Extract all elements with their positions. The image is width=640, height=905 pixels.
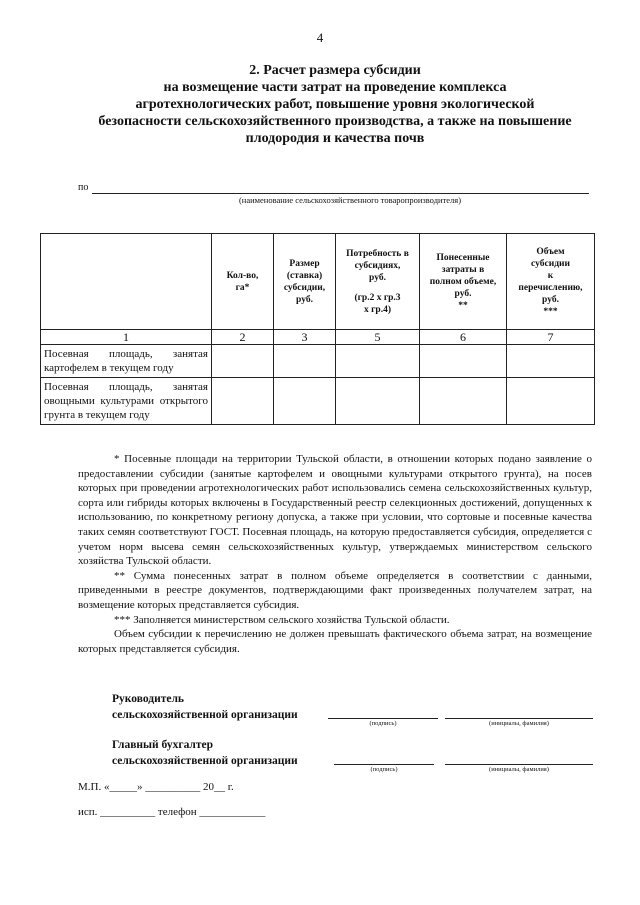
- footnote-4: Объем субсидии к перечислению не должен превышать фактического объема затрат, на возмещение которых представляется субсидия.: [78, 628, 592, 655]
- header-empty: [41, 234, 212, 330]
- cell-input[interactable]: [336, 378, 420, 425]
- col-number: 3: [274, 330, 336, 345]
- cell-input[interactable]: [336, 345, 420, 378]
- stamp-date-line[interactable]: М.П. «_____» __________ 20__ г.: [78, 781, 234, 793]
- col-number: 6: [420, 330, 507, 345]
- title-line: агротехнологических работ, повышение уровня экологической: [135, 97, 535, 112]
- section-title: [60, 62, 610, 147]
- header-costs: Понесенные затраты в полном объеме, руб. **: [420, 234, 507, 330]
- producer-label: по: [78, 182, 89, 193]
- table-row: [41, 345, 595, 378]
- title-line: на возмещение части затрат на проведение комплекса: [163, 80, 507, 95]
- col-number: 7: [507, 330, 595, 345]
- header-need: Потребность в субсидиях, руб. (гр.2 х гр.3 х гр.4): [336, 234, 420, 330]
- cell-input[interactable]: [212, 378, 274, 425]
- head-name-line[interactable]: [445, 718, 593, 719]
- title-line: 2. Расчет размера субсидии: [249, 63, 421, 78]
- head-title: Руководитель сельскохозяйственной организации: [112, 693, 298, 721]
- producer-caption: (наименование сельскохозяйственного товаропроизводителя): [238, 195, 462, 205]
- cell-input[interactable]: [420, 378, 507, 425]
- cell-input[interactable]: [274, 378, 336, 425]
- footnote-3: *** Заполняется министерством сельского хозяйства Тульской области.: [114, 613, 450, 626]
- page-number: 4: [316, 30, 324, 45]
- table-number-row: [41, 330, 595, 345]
- cell-input[interactable]: [507, 345, 595, 378]
- row-label-potato: Посевная площадь, занятая картофелем в текущем году: [41, 345, 212, 378]
- footnote-1: * Посевные площади на территории Тульской области, в отношении которых подано заявление о предоставлении субсидии (занятые картофелем и овощными культурами открытого грунта), на посев которых при проведении агротехнологических работ использовались семена сельскохозяйственных культур, сорта или гибриды которых включены в Государственный реестр селекционных достижений, допущенных к использованию, по конкретному региону допуска, а также при условии, что сортовые и посевные качества таких семян соответствуют ГОСТ. Посевная площадь, на которую предоставляется субсидия, определяется с учетом норм высева семян сельскохозяйственных культур, утверждаемых министерством сельского хозяйства Тульской области.: [78, 453, 592, 568]
- head-signature-caption: (подпись): [369, 720, 397, 727]
- footnote-2: ** Сумма понесенных затрат в полном объеме определяется в соответствии с данными, приведенными в реестре документов, подтверждающими факт произведенных получателем затрат, на возмещение которых представляется субсидия.: [78, 569, 592, 611]
- footnotes: [78, 452, 592, 656]
- header-area: Кол-во, га*: [212, 234, 274, 330]
- cell-input[interactable]: [420, 345, 507, 378]
- col-number: 2: [212, 330, 274, 345]
- header-rate: Размер (ставка) субсидии, руб.: [274, 234, 336, 330]
- subsidy-table: [40, 233, 595, 425]
- title-line: безопасности сельскохозяйственного производства, а также на повышение: [98, 114, 572, 129]
- row-label-vegetables: Посевная площадь, занятая овощными культурами открытого грунта в текущем году: [41, 378, 212, 425]
- table-row: [41, 378, 595, 425]
- head-signature-line[interactable]: [328, 718, 438, 719]
- accountant-name-caption: (инициалы, фамилия): [489, 766, 549, 773]
- accountant-name-line[interactable]: [445, 764, 593, 765]
- col-number: 1: [41, 330, 212, 345]
- accountant-signature-caption: (подпись): [370, 766, 398, 773]
- header-transfer: Объем субсидии к перечислению, руб. ***: [507, 234, 595, 330]
- table-header-row: [41, 234, 595, 330]
- col-number: 5: [336, 330, 420, 345]
- cell-input[interactable]: [274, 345, 336, 378]
- head-name-caption: (инициалы, фамилия): [489, 720, 549, 727]
- title-line: плодородия и качества почв: [245, 131, 425, 146]
- accountant-signature-line[interactable]: [334, 764, 434, 765]
- producer-name-line[interactable]: [92, 193, 589, 194]
- cell-input[interactable]: [507, 378, 595, 425]
- accountant-title: Главный бухгалтер сельскохозяйственной организации: [112, 739, 298, 767]
- cell-input[interactable]: [212, 345, 274, 378]
- executor-phone-line[interactable]: исп. __________ телефон ____________: [78, 806, 266, 818]
